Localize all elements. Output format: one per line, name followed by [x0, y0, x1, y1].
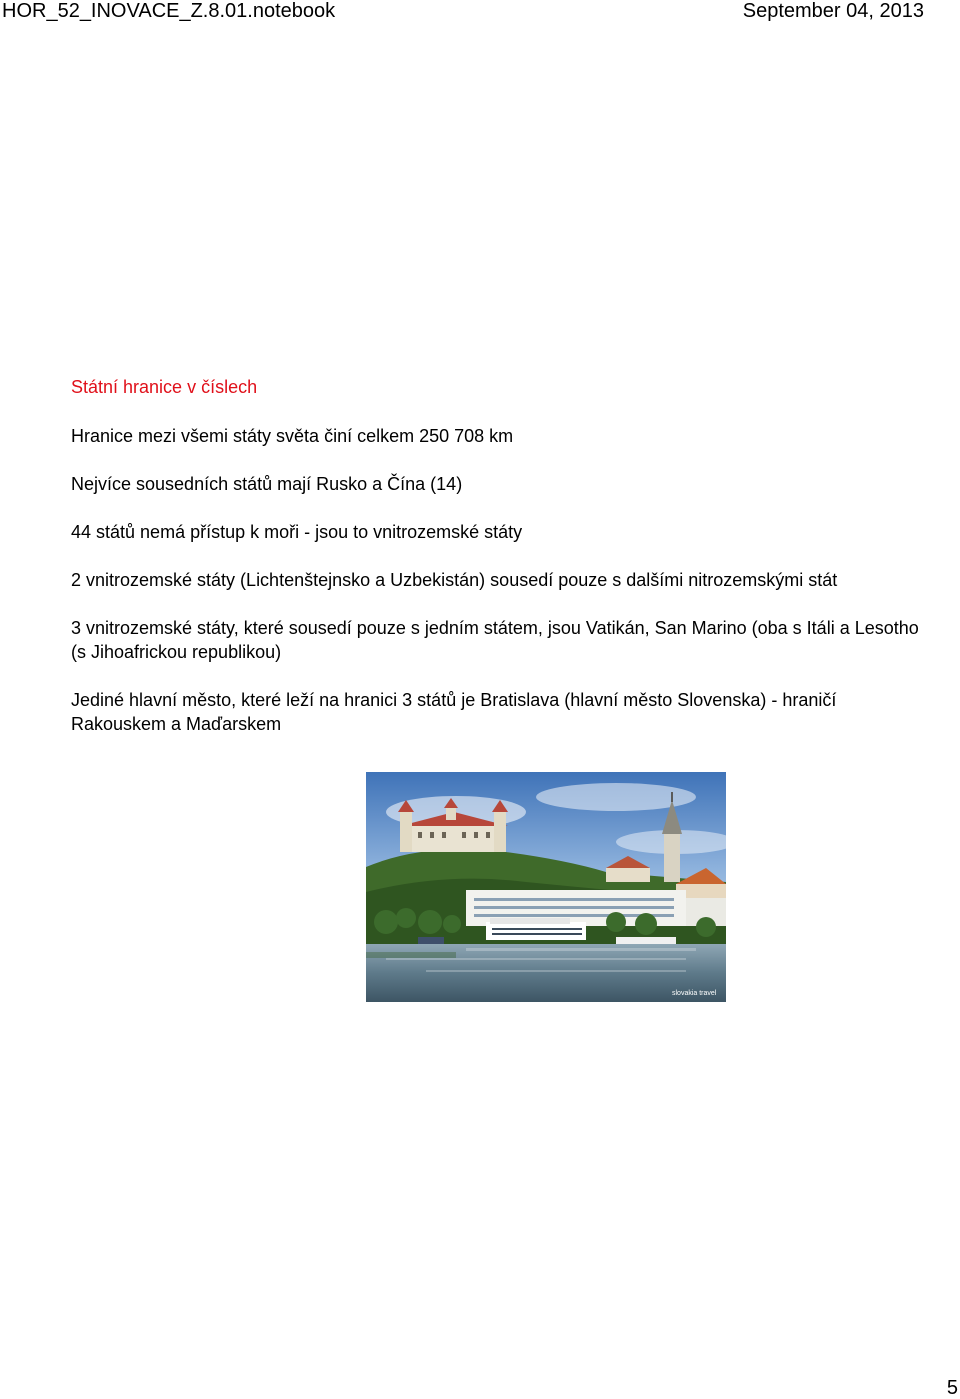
photo-watermark: slovakia travel [672, 990, 717, 997]
notebook-filename: HOR_52_INOVACE_Z.8.01.notebook [2, 0, 336, 22]
paragraph-landlocked-count: 44 států nemá přístup k moři - jsou to vnitrozemské státy [71, 522, 523, 542]
paragraph-single-neighbour: 3 vnitrozemské státy, které sousedí pouze s jedním státem, jsou Vatikán, San Marino (oba s Itáli a Lesotho (s Jihoafrickou republikou) [71, 618, 919, 662]
notebook-date: September 04, 2013 [742, 0, 924, 22]
paragraph-most-neighbours: Nejvíce sousedních států mají Rusko a Čína (14) [71, 474, 463, 494]
page-number: 5 [946, 1377, 958, 1399]
paragraph-bratislava: Jediné hlavní město, které leží na hranici 3 států je Bratislava (hlavní město Slovenska) - hraničí Rakouskem a Maďarskem [71, 690, 837, 734]
slide-content [71, 376, 931, 760]
paragraph-double-landlocked: 2 vnitrozemské státy (Lichtenštejnsko a Uzbekistán) sousedí pouze s dalšími nitrozemskými stát [71, 570, 838, 590]
bratislava-photo [366, 772, 726, 1002]
paragraph-border-length: Hranice mezi všemi státy světa činí celkem 250 708 km [71, 426, 514, 446]
slide-title: Státní hranice v číslech [71, 377, 258, 397]
